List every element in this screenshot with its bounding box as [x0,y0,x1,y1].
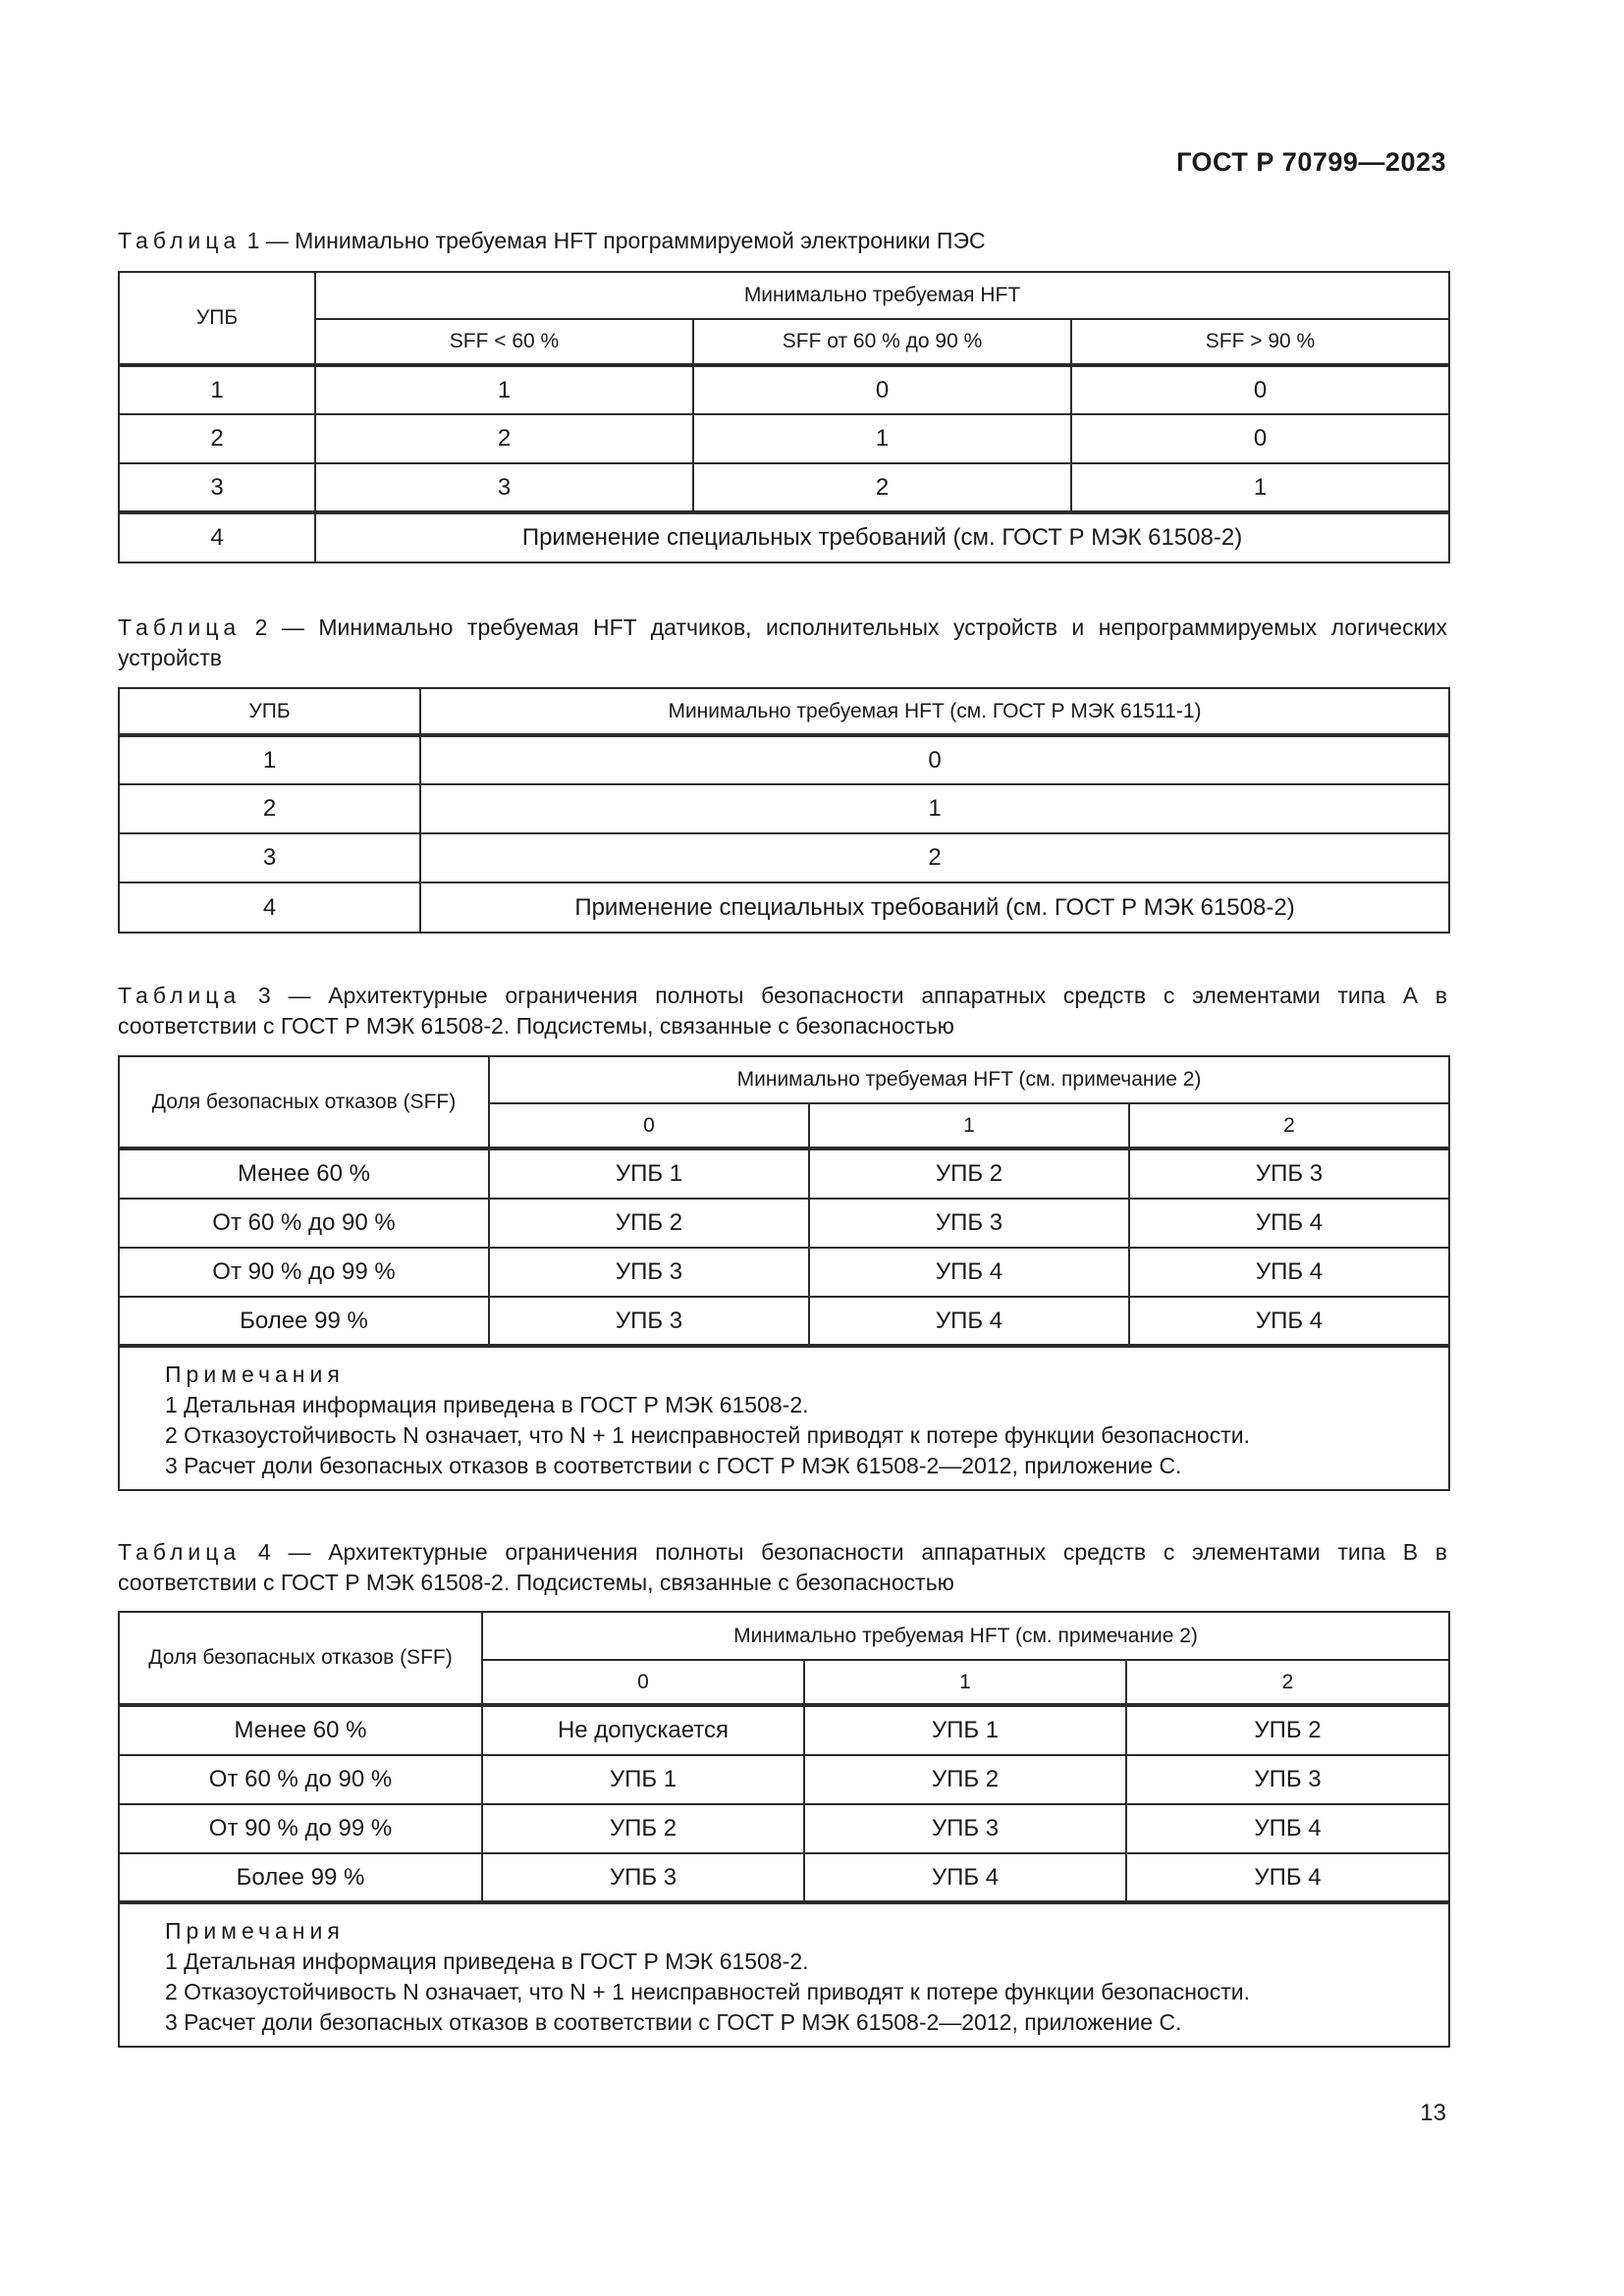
table4-caption-label: Таблица [118,1539,242,1565]
table3-subcol: 2 [1129,1103,1449,1148]
table-row [119,882,1449,933]
table-cell: 0 [420,735,1449,784]
table-row [119,414,1449,463]
table-cell: УПБ 4 [809,1297,1129,1346]
table3-caption-text: 3 — Архитектурные ограничения полноты безопасности аппаратных средств с элементами типа А в соответствии с ГОСТ Р МЭК 61508-2. Подсистемы, связанные с безопасностью [118,983,1447,1039]
table-row [119,1148,1449,1199]
table-row [119,833,1449,882]
table-cell: 2 [420,833,1449,882]
table-cell: 2 [119,414,315,463]
table-cell: От 90 % до 99 % [119,1248,489,1297]
table4-col-group: Минимально требуемая HFT (см. примечание 2) [482,1612,1449,1660]
table-row [119,365,1449,414]
table-cell: 1 [119,365,315,414]
table-header-row [119,688,1449,735]
table1 [118,271,1450,563]
table-cell: 4 [119,882,420,933]
table-row [119,1705,1449,1755]
table4-caption [118,1537,1447,1598]
table2-caption [118,613,1447,673]
table4-note: 1 Детальная информация приведена в ГОСТ Р МЭК 61508-2. [165,1949,809,1974]
table-row [119,512,1449,562]
table-cell: УПБ 3 [809,1199,1129,1248]
table-cell: УПБ 1 [804,1705,1126,1755]
table-cell: 1 [693,414,1071,463]
table-cell: УПБ 2 [482,1804,804,1853]
table3-subcol: 1 [809,1103,1129,1148]
table4-col-sff: Доля безопасных отказов (SFF) [119,1612,482,1705]
table3-note: 3 Расчет доли безопасных отказов в соответствии с ГОСТ Р МЭК 61508-2—2012, приложение С. [165,1453,1182,1478]
table-row [119,735,1449,784]
table2 [118,687,1450,934]
table-row [119,1853,1449,1902]
document-standard-number: ГОСТ Р 70799—2023 [1176,147,1446,177]
table-notes-row [119,1346,1449,1490]
table-cell: УПБ 1 [489,1148,809,1199]
table1-subcol: SFF от 60 % до 90 % [693,319,1071,365]
table-notes-row [119,1902,1449,2047]
table-cell: 3 [315,463,693,512]
table-cell: УПБ 3 [489,1297,809,1346]
table-cell: УПБ 3 [1129,1148,1449,1199]
table-cell: УПБ 2 [489,1199,809,1248]
table-cell: УПБ 2 [1126,1705,1449,1755]
table4-caption-text: 4 — Архитектурные ограничения полноты безопасности аппаратных средств с элементами типа В в соответствии с ГОСТ Р МЭК 61508-2. Подсистемы, связанные с безопасностью [118,1539,1447,1595]
table4-note: 3 Расчет доли безопасных отказов в соответствии с ГОСТ Р МЭК 61508-2—2012, приложение С. [165,2009,1182,2035]
table-cell: УПБ 4 [804,1853,1126,1902]
table-row [119,1804,1449,1853]
table1-col-group: Минимально требуемая HFT [315,272,1449,319]
table4-notes [119,1902,1449,2047]
table-cell: УПБ 3 [489,1248,809,1297]
table-cell: Не допускается [482,1705,804,1755]
table-cell: 4 [119,512,315,562]
table-cell: От 90 % до 99 % [119,1804,482,1853]
table-cell: Применение специальных требований (см. ГОСТ Р МЭК 61508-2) [420,882,1449,933]
page-number: 13 [1420,2100,1446,2126]
table4 [118,1611,1450,2048]
table-cell: УПБ 2 [804,1755,1126,1804]
table-row [119,1297,1449,1346]
table3-caption [118,981,1447,1041]
table-cell: Более 99 % [119,1297,489,1346]
table4-subcol: 0 [482,1660,804,1705]
table1-caption-text: 1 — Минимально требуемая HFT программируемой электроники ПЭС [241,228,986,253]
table-row [119,1755,1449,1804]
table-cell: 1 [1071,463,1449,512]
table-header-row [119,1056,1449,1103]
table-cell: Менее 60 % [119,1148,489,1199]
table-cell: 3 [119,833,420,882]
table-cell: От 60 % до 90 % [119,1199,489,1248]
table-header-row [119,1612,1449,1660]
table-cell: УПБ 4 [1126,1804,1449,1853]
table-cell: 2 [315,414,693,463]
table2-col-upb: УПБ [119,688,420,735]
table-cell: 2 [693,463,1071,512]
table-cell: УПБ 4 [809,1248,1129,1297]
table3-notes-title: Примечания [165,1362,345,1387]
table-cell: 0 [693,365,1071,414]
table2-col-hft: Минимально требуемая HFT (см. ГОСТ Р МЭК 61511-1) [420,688,1449,735]
table2-caption-label: Таблица [118,614,242,640]
table-cell: 1 [315,365,693,414]
table4-notes-title: Примечания [165,1918,345,1944]
table3-note: 2 Отказоустойчивость N означает, что N + 1 неисправностей приводят к потере функции безопасности. [165,1422,1250,1448]
table-cell: УПБ 2 [809,1148,1129,1199]
table-subheader-row [119,319,1449,365]
table3-notes [119,1346,1449,1490]
table-header-row [119,272,1449,319]
table-cell: УПБ 3 [804,1804,1126,1853]
table1-subcol: SFF > 90 % [1071,319,1449,365]
table-cell: Менее 60 % [119,1705,482,1755]
table-cell: УПБ 1 [482,1755,804,1804]
table-row [119,1199,1449,1248]
table1-subcol: SFF < 60 % [315,319,693,365]
table3-col-group: Минимально требуемая HFT (см. примечание 2) [489,1056,1449,1103]
table3 [118,1055,1450,1491]
table3-note: 1 Детальная информация приведена в ГОСТ Р МЭК 61508-2. [165,1392,809,1417]
table2-caption-text: 2 — Минимально требуемая HFT датчиков, исполнительных устройств и непрограммируемых логических устройств [118,614,1447,670]
table-cell: 2 [119,784,420,833]
table-cell: Более 99 % [119,1853,482,1902]
table-row [119,1248,1449,1297]
table3-subcol: 0 [489,1103,809,1148]
table-cell: УПБ 4 [1129,1248,1449,1297]
table-cell: УПБ 4 [1129,1297,1449,1346]
table1-col-upb: УПБ [119,272,315,365]
table4-subcol: 1 [804,1660,1126,1705]
table-cell: 3 [119,463,315,512]
table4-subcol: 2 [1126,1660,1449,1705]
table1-caption-label: Таблица [118,228,242,253]
table-cell: 1 [119,735,420,784]
table4-note: 2 Отказоустойчивость N означает, что N + 1 неисправностей приводят к потере функции безопасности. [165,1979,1250,2004]
table1-caption [118,226,1447,256]
table-cell: УПБ 4 [1129,1199,1449,1248]
table-cell: 1 [420,784,1449,833]
table-cell: УПБ 3 [482,1853,804,1902]
table-cell: 0 [1071,414,1449,463]
table-cell: УПБ 4 [1126,1853,1449,1902]
table-row [119,463,1449,512]
table-cell: Применение специальных требований (см. ГОСТ Р МЭК 61508-2) [315,512,1449,562]
table3-caption-label: Таблица [118,983,242,1008]
table-row [119,784,1449,833]
table3-col-sff: Доля безопасных отказов (SFF) [119,1056,489,1148]
table-cell: УПБ 3 [1126,1755,1449,1804]
table-cell: 0 [1071,365,1449,414]
table-cell: От 60 % до 90 % [119,1755,482,1804]
